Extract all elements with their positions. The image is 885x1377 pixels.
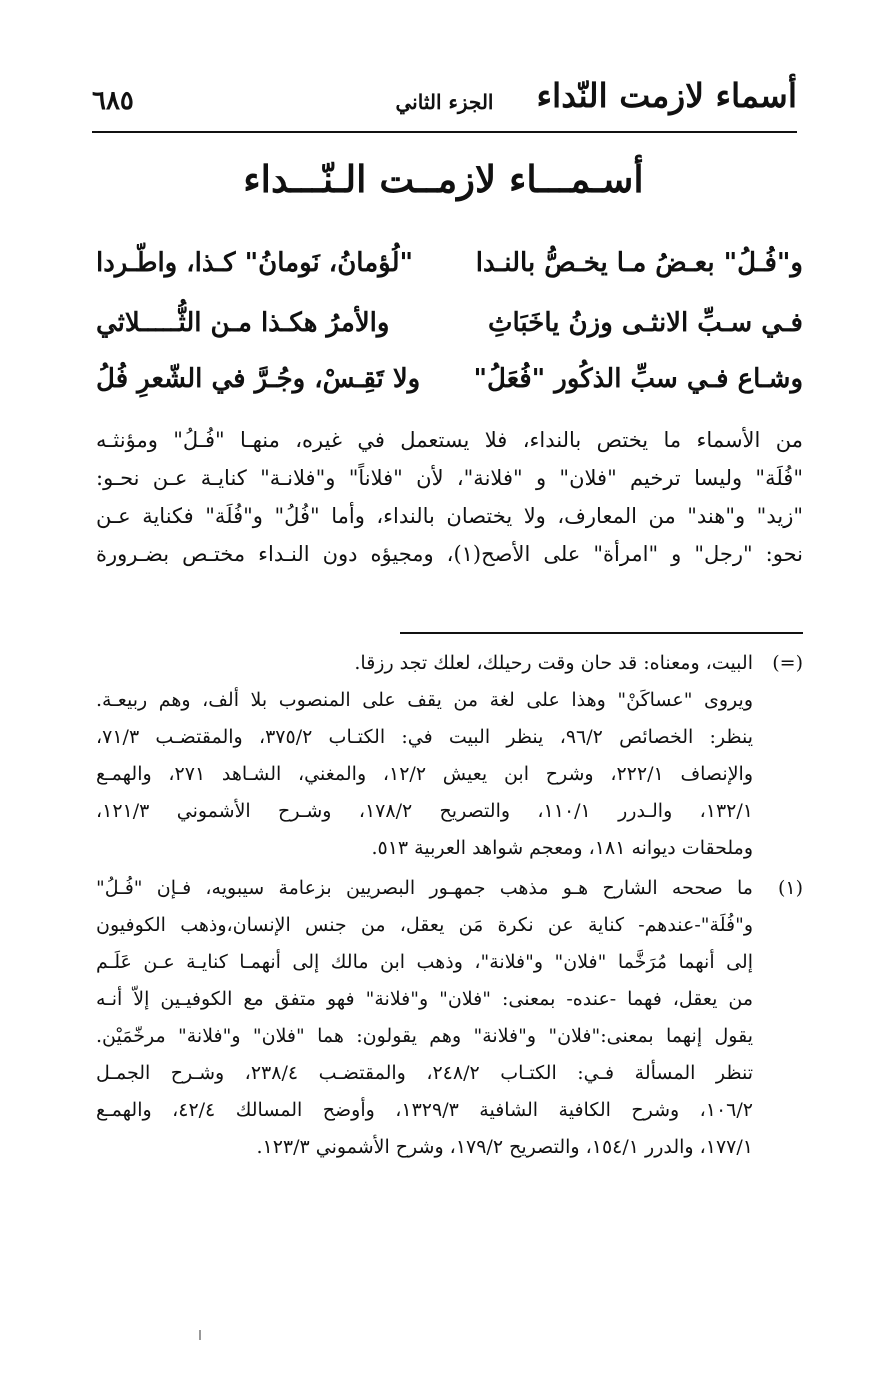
footnote-line: ١٣٢/١، والـدرر ١١٠/١، والتصريح ١٧٨/٢، وشـرح الأشموني ١٢١/٣، bbox=[96, 800, 753, 822]
commentary-paragraph bbox=[96, 421, 803, 573]
footnote-line: ما صححه الشارح هـو مذهب جمهـور البصريين بزعامة سيبويه، فـإن "فُـلُ" bbox=[96, 877, 753, 899]
running-chapter-title: أسماء لازمت النّداء bbox=[536, 76, 797, 115]
page-number: ٦٨٥ bbox=[92, 86, 134, 116]
footnote-mark: (١) bbox=[777, 877, 803, 899]
print-speck bbox=[199, 1330, 201, 1340]
footnote-line: والإنصاف ٢٢٢/١، وشرح ابن يعيش ١٢/٢، والمغني، الشـاهد ٢٧١، والهمـع bbox=[96, 763, 753, 785]
verse-line-2 bbox=[96, 308, 803, 364]
footnote-continued bbox=[96, 645, 803, 867]
footnote-line: ١٠٦/٢، وشرح الكافية الشافية ١٣٢٩/٣، وأوضح المسالك ٤٢/٤، والهمـع bbox=[96, 1099, 753, 1121]
footnote-line: ينظر: الخصائص ٩٦/٢، ينظر البيت في: الكتـاب ٣٧٥/٢، والمقتضـب ٧١/٣، bbox=[96, 726, 754, 748]
verse-first-hemistich: وشـاع فـي سبِّ الذكُور "فُعَلُ" bbox=[473, 364, 803, 394]
footnote-mark: (=) bbox=[772, 652, 803, 674]
verse-second-hemistich: ولا تَقِـسْ، وجُـرَّ في الشّعرِ فُلُ bbox=[96, 364, 421, 394]
header-rule bbox=[92, 131, 797, 133]
verse-line-3 bbox=[96, 364, 803, 420]
footnotes bbox=[96, 645, 803, 1166]
footnote-line: و"فُلَة"-عندهم- كناية عن نكرة مَن يعقل، من جنس الإنسان،وذهب الكوفيون bbox=[96, 914, 753, 936]
footnote-line: ١٧٧/١، والدرر ١٥٤/١، والتصريح ١٧٩/٢، وشرح الأشموني ١٢٣/٣. bbox=[256, 1136, 753, 1158]
footnote-line: إلى أنهما مُرَخَّما "فلان" و"فلانة"، وذهب ابن مالك إلى أنهمـا كنايـة عـن عَلَـم bbox=[96, 951, 753, 973]
paragraph-line: من الأسماء ما يختص بالنداء، فلا يستعمل في غيره، منهـا "فُـلُ" ومؤنثـه bbox=[96, 428, 803, 452]
verse-first-hemistich: فـي سـبِّ الانثـى وزنُ ياخَبَاثِ bbox=[488, 308, 803, 338]
footnote-line: ويروى "عساكَنْ" وهذا على لغة من يقف على المنصوب بلا ألف، وهم ربيعـة. bbox=[96, 689, 753, 711]
paragraph-line: "فُلَة" وليسا ترخيم "فلان" و "فلانة"، لأن "فلاناً" و"فلانـة" كنايـة عـن نحـو: bbox=[96, 466, 803, 490]
verse-line-1 bbox=[96, 248, 803, 304]
paragraph-line: "زيد" و"هند" من المعارف، ولا يختصان بالنداء، وأما "فُلُ" و"فُلَة" فكناية عـن bbox=[96, 504, 803, 528]
verse-first-hemistich: و"فُـلُ" بعـضُ مـا يخـصُّ بالنـدا bbox=[475, 248, 803, 278]
footnote-1 bbox=[96, 870, 803, 1166]
footnote-line: تنظر المسألة فـي: الكتـاب ٢٤٨/٢، والمقتضـب ٢٣٨/٤، وشـرح الجمـل bbox=[96, 1062, 753, 1084]
footnote-line: يقول إنهما بمعنى:"فلان" و"فلانة" وهم يقولون: هما "فلان" و"فلانة" مرخّمَيْن. bbox=[96, 1025, 753, 1047]
paragraph-line: نحو: "رجل" و "امرأة" على الأصح(١)، ومجيؤه دون النـداء مختـص بضـرورة bbox=[96, 542, 803, 566]
running-part-label: الجزء الثاني bbox=[395, 90, 494, 114]
footnote-separator bbox=[400, 632, 803, 634]
chapter-title: أسـمـــاء لازمــت الـنّـــداء bbox=[243, 157, 644, 201]
footnote-line: وملحقات ديوانه ١٨١، ومعجم شواهد العربية ٥١٣. bbox=[371, 837, 753, 859]
verse-second-hemistich: والأمرُ هكـذا مـن الثُّـــــلاثي bbox=[96, 308, 390, 338]
footnote-line: من يعقل، فهما -عنده- بمعنى: "فلان" و"فلانة" فهو متفق مع الكوفيـين إلاّ أنـه bbox=[96, 988, 753, 1010]
running-header bbox=[92, 76, 797, 128]
footnote-line: البيت، ومعناه: قد حان وقت رحيلك، لعلك تجد رزقا. bbox=[354, 652, 753, 674]
verse-second-hemistich: "لُؤمانُ، نَومانُ" كـذا، واطّـردا bbox=[96, 248, 414, 278]
